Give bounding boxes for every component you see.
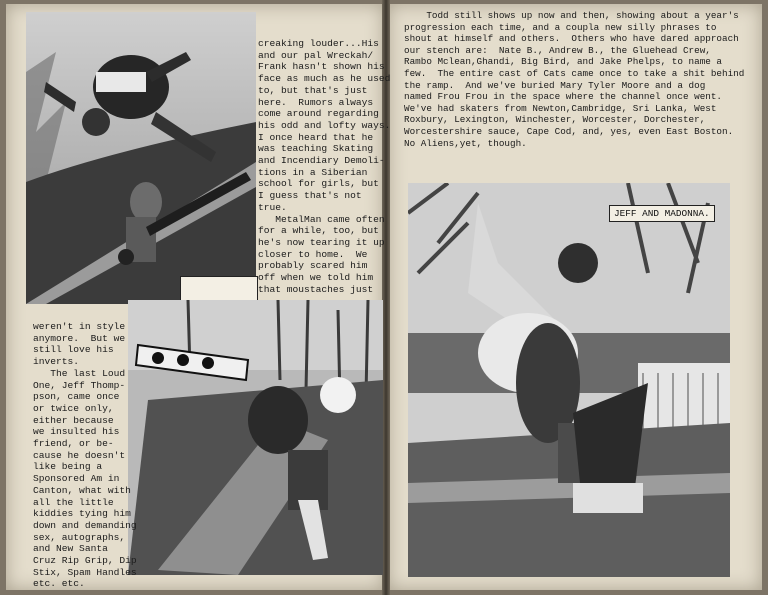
text-line: tions in a Siberian <box>258 166 368 178</box>
text-line: friend, or be- <box>33 438 114 450</box>
text-line: I once heard that he <box>258 131 374 143</box>
text-line: here. Rumors always <box>258 96 374 108</box>
right-column-top <box>404 10 744 149</box>
text-line: shout at himself and others. Others who have dared approach <box>404 33 739 45</box>
text-line: closer to home. We <box>258 248 368 260</box>
text-line: his odd and lofty ways. <box>258 119 391 131</box>
text-line: true. <box>258 201 287 213</box>
text-line: he's now tearing it up <box>258 236 385 248</box>
text-line: either because <box>33 414 114 426</box>
text-line: Worcestershire sauce, Cape Cod, and, yes, even East Boston. <box>404 125 734 137</box>
text-line: our stench are: Nate B., Andrew B., the Gluehead Crew, <box>404 44 711 56</box>
text-line: Stix, Spam Handles <box>33 566 137 578</box>
text-line: Canton, what with <box>33 484 131 496</box>
text-line: anymore. But we <box>33 332 126 344</box>
text-line: probably scared him <box>258 260 368 272</box>
text-line: down and demanding <box>33 519 137 531</box>
text-line: all the little <box>33 496 114 508</box>
text-line: or twice only, <box>33 402 114 414</box>
text-line: cause he doesn't <box>33 449 126 461</box>
text-line: Todd still shows up now and then, showing about a year's <box>404 10 739 21</box>
text-line: school for girls, but <box>258 178 379 190</box>
text-line: inverts. <box>33 356 80 368</box>
text-line: progression each time, and a coupla new silly phrases to <box>404 21 717 33</box>
text-line: was teaching Skating <box>258 143 374 155</box>
text-line: we insulted his <box>33 426 120 438</box>
text-line: One, Jeff Thomp- <box>33 379 126 391</box>
text-line: sex, autographs, <box>33 531 126 543</box>
text-line: to, but that's just <box>258 84 368 96</box>
text-line: Cruz Rip Grip, Dip <box>33 555 137 567</box>
left-column-top <box>258 38 390 295</box>
text-line: weren't in style <box>33 321 126 332</box>
right-caption: JEFF AND MADONNA. <box>609 205 715 222</box>
text-line: named Frou Frou in the space where the channel once went. <box>404 91 723 103</box>
text-line: etc. etc. <box>33 578 85 590</box>
text-line: and Incendiary Demoli- <box>258 155 385 167</box>
text-line: kiddies tying him <box>33 508 131 520</box>
text-line: and New Santa <box>33 543 108 555</box>
skater-photo-wreckah <box>26 12 256 304</box>
text-line: face as much as he used <box>258 73 391 85</box>
text-line: Frank hasn't shown his <box>258 61 385 73</box>
text-line: creaking louder...His <box>258 38 379 49</box>
text-line: Roxbury, Lexington, Winchester, Worcester, Dorchester, <box>404 114 706 126</box>
text-line: MetalMan came often <box>258 213 385 225</box>
text-line: the ramp. And we've buried Mary Tyler Moore and a dog <box>404 79 706 91</box>
text-line: few. The entire cast of Cats came once to take a shit behind <box>404 67 745 79</box>
text-line: Rambo Mclean,Ghandi, Big Bird, and Jake Phelps, to name a <box>404 56 723 68</box>
left-column-bottom <box>33 321 137 590</box>
text-line: No Aliens,yet, though. <box>404 137 527 149</box>
text-line: still love his <box>33 344 114 356</box>
text-line: for a while, too, but <box>258 225 379 237</box>
text-line: pson, came once <box>33 391 120 403</box>
skater-photo-metal <box>128 300 383 575</box>
text-line: that moustaches just <box>258 283 374 295</box>
text-line: come around regarding <box>258 108 379 120</box>
text-line: The last Loud <box>33 367 126 379</box>
text-line: Sponsored Am in <box>33 473 120 485</box>
text-line: We've had skaters from Newton,Cambridge, Sri Lanka, West <box>404 102 717 114</box>
text-line: and our pal Wreckah/ <box>258 49 374 61</box>
skater-photo-jeff <box>408 183 730 577</box>
text-line: like being a <box>33 461 103 473</box>
text-line: off when we told him <box>258 272 374 284</box>
text-line: I guess that's not <box>258 190 362 202</box>
